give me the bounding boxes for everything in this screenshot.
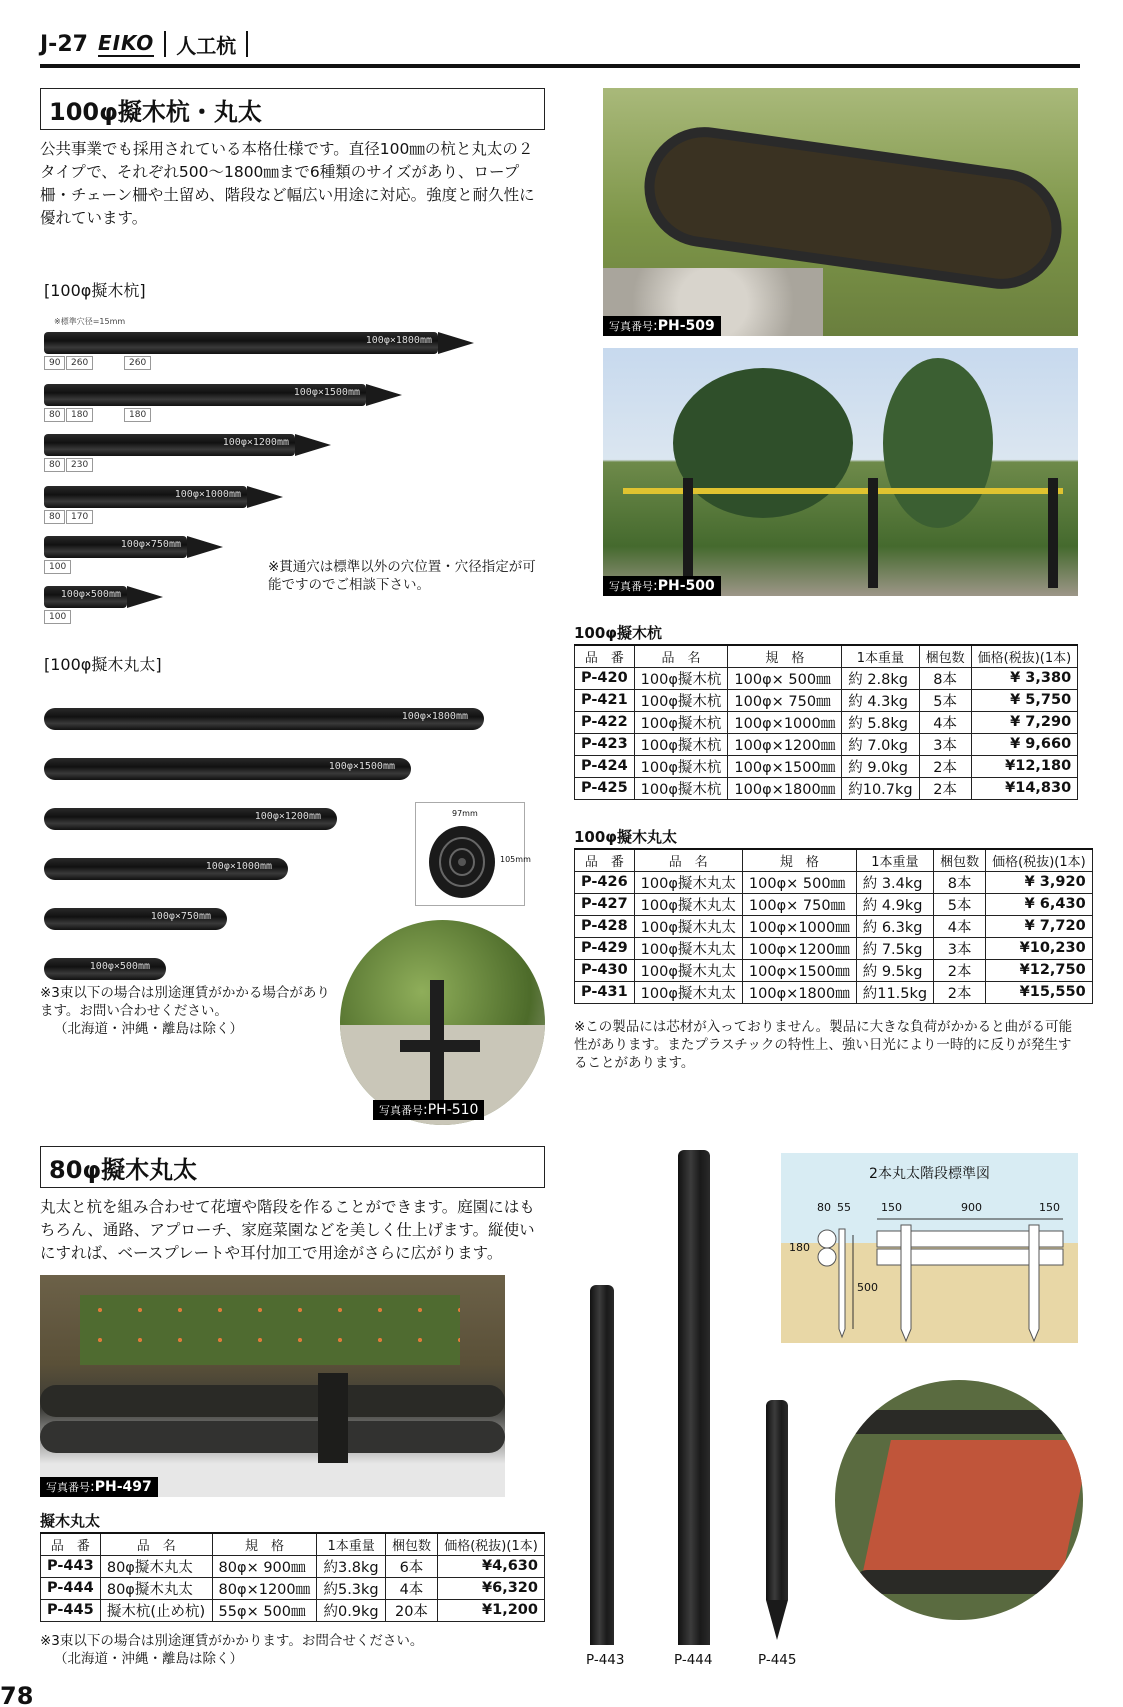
diagram-dim-150-right: 150 [1039,1201,1060,1214]
kui-rod-dimension: 180 [66,408,93,422]
table-cell: 100φ× 500㎜ [742,871,856,893]
table-cell: P-422 [575,711,635,733]
kui-note: ※貫通穴は標準以外の穴位置・穴径指定が可能ですのでご相談下さい。 [268,559,536,593]
table-cell: 約 4.9kg [856,893,933,915]
table-cell: 約10.7kg [842,777,919,799]
kui-rod-750 [44,536,187,558]
kui-rod-dimension: 80 [44,408,65,422]
table-row [575,959,1093,981]
diagram-dim-150-left: 150 [881,1201,902,1214]
table-cell: 4本 [919,711,971,733]
table-header-cell: 品 名 [634,645,728,667]
maruta-rod-1200 [44,808,337,830]
kui-rod-500 [44,586,127,608]
photo-rail [400,1040,480,1052]
kui-rod-dimension: 90 [44,356,65,370]
table-row [575,755,1078,777]
photo-log-top [40,1385,505,1417]
kui-rod-label: 100φ×750mm [120,539,181,550]
table-cell: ¥ 9,660 [971,733,1078,755]
table-row [575,981,1093,1003]
kui-rod-dimension: 230 [66,458,93,472]
cross-width: 97mm [452,809,478,818]
header-rule [40,64,1080,68]
kui-rod-label: 100φ×1500mm [293,387,360,398]
table-cell: 約3.8kg [317,1555,385,1577]
diagram-dim-900: 900 [961,1201,982,1214]
post-p445-tip [766,1600,788,1640]
table-cell: ¥12,750 [986,959,1093,981]
table-cell: ¥14,830 [971,777,1078,799]
photo-stairs-log [845,1410,1075,1434]
section-description-80: 丸太と杭を組み合わせて花壇や階段を作ることができます。庭園にはもちろん、通路、アプローチ、家庭菜園などを美しく仕上げます。縦使いにすれば、ベースプレートや耳付加工で用途がさらに広がります。 [40,1198,535,1262]
photo-ph510-caption: 写真番号:PH-510 [373,1100,484,1120]
maruta-rod-label: 100φ×1800mm [401,711,468,722]
table-header-cell: 品 番 [575,645,635,667]
table-cell: 約 4.3kg [842,689,919,711]
page-number: 78 [0,1686,34,1707]
photo-ph509-caption: 写真番号:PH-509 [603,316,721,336]
table-cell: P-428 [575,915,635,937]
shipping-note-exclusion: （北海道・沖縄・離島は除く） [54,1021,243,1037]
table-cell: P-425 [575,777,635,799]
page-code: J-27 [40,31,88,57]
photo-stairs [835,1380,1083,1620]
photo-post-b [868,478,878,588]
table-cell: 100φ×1000㎜ [728,711,842,733]
table-cell: 100φ擬木丸太 [634,915,742,937]
table-cell: ¥10,230 [986,937,1093,959]
table-cell: 2本 [919,755,971,777]
table-cell: 100φ×1200㎜ [742,937,856,959]
table-cell: 約 9.0kg [842,755,919,777]
table-cell: ¥ 3,380 [971,667,1078,689]
kui-rod-tip [127,586,163,608]
table-cell: ¥ 7,290 [971,711,1078,733]
table3-note-exclusion: （北海道・沖縄・離島は除く） [54,1651,243,1667]
table-row [575,915,1093,937]
section-title-100: 100φ擬木杭・丸太 [40,88,545,130]
diagram-dim-500: 500 [857,1281,878,1294]
table-cell: 100φ擬木杭 [634,711,728,733]
table-cell: 100φ×1000㎜ [742,915,856,937]
table-cell: 100φ×1500㎜ [728,755,842,777]
table-cell: ¥12,180 [971,755,1078,777]
table-cell: 100φ× 500㎜ [728,667,842,689]
kui-rod-tip [438,332,474,354]
post-p444 [678,1150,710,1645]
table-cell: 100φ擬木杭 [634,755,728,777]
table-cell: P-443 [41,1555,101,1577]
table-header-cell: 規 格 [742,849,856,871]
maruta-rod-1800 [44,708,484,730]
kui-rod-tip [295,434,331,456]
table-cell: 100φ× 750㎜ [728,689,842,711]
table-cell: 2本 [934,959,986,981]
table-header-row [575,645,1078,667]
table-cell: 100φ×1200㎜ [728,733,842,755]
table-row [575,711,1078,733]
table-cell: 2本 [919,777,971,799]
kui-rod-1200 [44,434,295,456]
table-header-cell: 価格(税抜)(1本) [438,1533,545,1555]
table-cell: P-420 [575,667,635,689]
photo-ph497 [40,1275,505,1497]
table-cell: 約11.5kg [856,981,933,1003]
photo-ph510 [340,920,545,1125]
table-cell: 4本 [934,915,986,937]
table-header-row [41,1533,545,1555]
table-header-cell: 品 番 [575,849,635,871]
page-header [40,28,248,60]
photo-stairs-log-2 [855,1570,1083,1594]
table-cell: 5本 [934,893,986,915]
header-divider [164,31,166,57]
table1 [574,644,1078,800]
hole-note: ※標準穴径=15mm [54,317,126,326]
table-header-cell: 品 名 [100,1533,212,1555]
photo-stairs-bricks [859,1440,1083,1590]
table-cell: P-421 [575,689,635,711]
table2-title: 100φ擬木丸太 [574,828,678,846]
shipping-note [40,984,340,1038]
table3-note-text: ※3束以下の場合は別途運賃がかかります。お問合せください。 [40,1633,424,1649]
maruta-label: [100φ擬木丸太] [44,655,162,674]
diagram-dim-80: 80 [817,1201,831,1214]
table-header-cell: 価格(税抜)(1本) [971,645,1078,667]
table-row [575,733,1078,755]
post-label-p445: P-445 [758,1652,797,1668]
table-cell: 約 5.8kg [842,711,919,733]
table-header-cell: 梱包数 [934,849,986,871]
maruta-rod-label: 100φ×1000mm [205,861,272,872]
photo-log-bottom [40,1421,505,1453]
table-cell: 100φ擬木丸太 [634,981,742,1003]
maruta-rod-750 [44,908,227,930]
table-header-cell: 1本重量 [856,849,933,871]
table-cell: 100φ擬木杭 [634,777,728,799]
table3-title: 擬木丸太 [40,1512,101,1530]
diagram-title: 2本丸太階段標準図 [869,1166,990,1182]
kui-rod-tip [247,486,283,508]
table-header-cell: 規 格 [212,1533,317,1555]
kui-rod-dimension: 100 [44,560,71,574]
table1-title: 100φ擬木杭 [574,624,663,642]
table-cell: ¥ 6,430 [986,893,1093,915]
kui-rod-label: 100φ×500mm [60,589,121,600]
table-header-cell: 品 名 [634,849,742,871]
table-row [41,1577,545,1599]
table-cell: ¥ 7,720 [986,915,1093,937]
kui-rod-tip [187,536,223,558]
table-cell: 100φ×1800㎜ [728,777,842,799]
table-cell: 3本 [919,733,971,755]
table-cell: ¥6,320 [438,1577,545,1599]
kui-rod-dimension: 100 [44,610,71,624]
table-cell: 6本 [385,1555,437,1577]
table-cell: 約5.3kg [317,1577,385,1599]
table-cell: 約 3.4kg [856,871,933,893]
kui-rod-label: 100φ×1000mm [174,489,241,500]
table-cell: P-430 [575,959,635,981]
maruta-rod-500 [44,958,166,980]
table-cell: P-426 [575,871,635,893]
table-cell: 100φ× 750㎜ [742,893,856,915]
table3 [40,1532,545,1622]
kui-rod-dimension: 80 [44,458,65,472]
table-cell: P-424 [575,755,635,777]
table2-note: ※この製品には芯材が入っておりません。製品に大きな負荷がかかると曲がる可能性があります。またプラスチックの特性上、強い日光により一時的に反りが発生することがあります。 [574,1019,1073,1071]
table-cell: 55φ× 500㎜ [212,1599,317,1621]
table-row [41,1555,545,1577]
photo-ph500 [603,348,1078,596]
kui-rod-1500 [44,384,366,406]
table-cell: 20本 [385,1599,437,1621]
table-cell: 4本 [385,1577,437,1599]
table-header-cell: 品 番 [41,1533,101,1555]
table-cell: ¥1,200 [438,1599,545,1621]
table-header-cell: 1本重量 [842,645,919,667]
table3-note [40,1632,545,1668]
table-cell: 3本 [934,937,986,959]
table-row [575,937,1093,959]
table2 [574,848,1093,1004]
stair-diagram [781,1153,1078,1343]
maruta-rod-1000 [44,858,288,880]
section-description-100: 公共事業でも採用されている本格仕様です。直径100㎜の杭と丸太の２タイプで、それぞれ500～1800㎜まで6種類のサイズがあり、ロープ柵・チェーン柵や土留め、階段など幅広い用途に対応。強度と耐久性に優れています。 [40,140,535,227]
photo-tree-2 [883,358,993,528]
maruta-rod-label: 100φ×750mm [150,911,211,922]
kui-rod-tip [366,384,402,406]
table-header-cell: 価格(税抜)(1本) [986,849,1093,871]
table-cell: 約 9.5kg [856,959,933,981]
kui-rod-dimension: 80 [44,510,65,524]
kui-rod-label: 100φ×1800mm [365,335,432,346]
table-header-cell: 1本重量 [317,1533,385,1555]
log-cross-section-icon [426,823,498,901]
photo-flowers [80,1295,460,1365]
table-cell: ¥ 3,920 [986,871,1093,893]
kui-rod-dimension: 180 [124,408,151,422]
photo-log-post [318,1373,348,1463]
post-p443 [590,1285,614,1645]
table-cell: P-431 [575,981,635,1003]
photo-ph509 [603,88,1078,336]
table-cell: 擬木杭(止め杭) [100,1599,212,1621]
photo-post-c [1048,478,1058,588]
photo-post-a [683,478,693,588]
cross-height: 105mm [500,855,531,864]
table-cell: 80φ擬木丸太 [100,1555,212,1577]
table-cell: ¥15,550 [986,981,1093,1003]
category-title: 人工杭 [176,33,237,58]
maruta-rod-label: 100φ×1500mm [328,761,395,772]
table-cell: 100φ擬木杭 [634,733,728,755]
table-cell: 約 2.8kg [842,667,919,689]
table-row [575,689,1078,711]
table-cell: 80φ擬木丸太 [100,1577,212,1599]
diagram-dim-180: 180 [789,1241,810,1254]
photo-ph497-caption: 写真番号:PH-497 [40,1477,158,1497]
table-cell: 80φ× 900㎜ [212,1555,317,1577]
post-label-p443: P-443 [586,1652,625,1668]
table-cell: 100φ×1800㎜ [742,981,856,1003]
table-cell: 80φ×1200㎜ [212,1577,317,1599]
table-cell: 5本 [919,689,971,711]
table-cell: 8本 [934,871,986,893]
table-cell: 約 6.3kg [856,915,933,937]
maruta-rod-label: 100φ×1200mm [254,811,321,822]
table-cell: P-445 [41,1599,101,1621]
post-label-p444: P-444 [674,1652,713,1668]
table-cell: P-427 [575,893,635,915]
kui-rod-dimension: 260 [124,356,151,370]
table-row [41,1599,545,1621]
table-header-cell: 梱包数 [385,1533,437,1555]
table-cell: P-444 [41,1577,101,1599]
table-cell: 約 7.0kg [842,733,919,755]
table-row [575,667,1078,689]
table-cell: 100φ擬木杭 [634,667,728,689]
table-cell: 約 7.5kg [856,937,933,959]
kui-label: [100φ擬木杭] [44,281,146,300]
table-cell: ¥ 5,750 [971,689,1078,711]
brand-logo: EIKO [97,31,155,55]
table-cell: 100φ擬木丸太 [634,937,742,959]
kui-rod-dimension: 260 [66,356,93,370]
table-row [575,893,1093,915]
kui-rod-dimension: 170 [66,510,93,524]
table-header-cell: 梱包数 [919,645,971,667]
diagram-dim-55: 55 [837,1201,851,1214]
table-header-cell: 規 格 [728,645,842,667]
table-cell: 100φ擬木丸太 [634,959,742,981]
kui-rod-label: 100φ×1200mm [222,437,289,448]
table-cell: 約0.9kg [317,1599,385,1621]
table-cell: P-423 [575,733,635,755]
maruta-rod-1500 [44,758,411,780]
table-cell: 8本 [919,667,971,689]
table-cell: 2本 [934,981,986,1003]
header-divider-2 [246,31,248,57]
maruta-rod-label: 100φ×500mm [89,961,150,972]
post-p445 [766,1400,788,1600]
table-cell: 100φ×1500㎜ [742,959,856,981]
table-cell: 100φ擬木杭 [634,689,728,711]
table-cell: P-429 [575,937,635,959]
photo-tree [673,368,853,518]
photo-ph500-caption: 写真番号:PH-500 [603,576,721,596]
table-row [575,871,1093,893]
table-cell: 100φ擬木丸太 [634,871,742,893]
kui-rod-1800 [44,332,438,354]
cross-section-figure [415,802,531,906]
table-header-row [575,849,1093,871]
table-cell: 100φ擬木丸太 [634,893,742,915]
table-cell: ¥4,630 [438,1555,545,1577]
diagram-drawing [781,1153,1078,1343]
shipping-note-text: ※3束以下の場合は別途運賃がかかる場合があります。お問い合わせください。 [40,985,330,1019]
kui-rod-1000 [44,486,247,508]
table-row [575,777,1078,799]
section-title-80: 80φ擬木丸太 [40,1146,545,1188]
